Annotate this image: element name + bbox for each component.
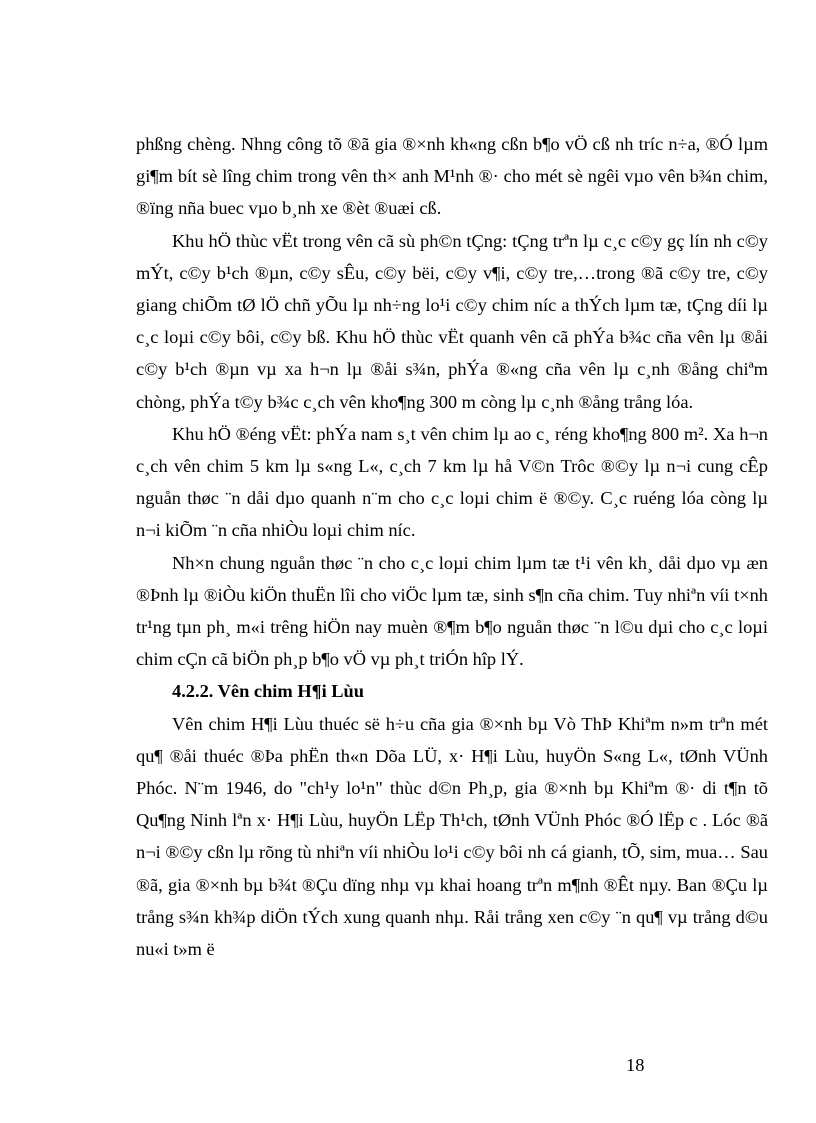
paragraph-food-sources: Nh×n chung nguån thøc ¨n cho c¸c loµi chim lµm tæ t¹i vên kh¸ dåi dµo vµ æn ®Þnh lµ ®iÒu kiÖn thuËn lîi cho viÖc lµm tæ, sinh s¶n cña chim. Tuy nhiªn víi t×nh tr¹ng tµn ph¸ m«i trêng hiÖn nay muèn ®¶m b¶o nguån thøc ¨n l©u dµi cho c¸c loµi chim cÇn cã biÖn ph¸p b¶o vÖ vµ ph¸t triÓn hîp lÝ. [136,552,768,670]
page-number: 18 [626,1055,645,1075]
document-body [136,128,768,965]
paragraph-hai-luu-garden: Vên chim H¶i Lùu thuéc së h÷u cña gia ®×nh bµ Vò ThÞ Khiªm n»m trªn mét qu¶ ®åi thuéc ®Þa phËn th«n Dõa LÜ, x· H¶i Lùu, huyÖn S«ng L«, tØnh VÜnh Phóc. N¨m 1946, do "ch¹y lo¹n" thùc d©n Ph¸p, gia ®×nh bµ Khiªm ®· di t¶n tõ Qu¶ng Ninh lªn x· H¶i Lùu, huyÖn LËp Th¹ch, tØnh VÜnh Phóc ®Ó lËp c . Lóc ®ã n¬i ®©y cßn lµ rõng tù nhiªn víi nhiÒu lo¹i c©y bôi nh cá gianh, tÕ, sim, mua… Sau ®ã, gia ®×nh bµ b¾t ®Çu dïng nhµ vµ khai hoang trªn m¶nh ®Êt nµy. Ban ®Çu lµ trång s¾n kh¾p diÖn tÝch xung quanh nhµ. Råi trång xen c©y ¨n qu¶ vµ trång d©u nu«i t»m ë [136,713,768,960]
paragraph-fauna: Khu hÖ ®éng vËt: phÝa nam s¸t vên chim lµ ao c¸ réng kho¶ng 800 m². Xa h¬n c¸ch vên chim 5 km lµ s«ng L«, c¸ch 7 km lµ hå V©n Trôc ®©y lµ n¬i cung cÊp nguån thøc ¨n dåi dµo quanh n¨m cho c¸c loµi chim ë ®©y. C¸c ruéng lóa còng lµ n¬i kiÕm ¨n cña nhiÒu loµi chim níc. [136,423,768,541]
paragraph-flora: Khu hÖ thùc vËt trong vên cã sù ph©n tÇng: tÇng trªn lµ c¸c c©y gç lín nh c©y mÝt, c©y b¹ch ®µn, c©y sÊu, c©y bëi, c©y v¶i, c©y tre,…trong ®ã c©y tre, c©y giang chiÕm tØ lÖ chñ yÕu lµ nh÷ng lo¹i c©y chim níc a thÝch lµm tæ, tÇng díi lµ c¸c loµi c©y bôi, c©y bß. Khu hÖ thùc vËt quanh vên cã phÝa b¾c cña vên lµ ®åi c©y b¹ch ®µn vµ xa h¬n lµ ®åi s¾n, phÝa ®«ng cña vên lµ c¸nh ®ång chiªm chòng, phÝa t©y b¾c c¸ch vên kho¶ng 300 m còng lµ c¸nh ®ång trång lóa. [136,230,768,412]
section-heading: 4.2.2. Vên chim H¶i Lùu [172,681,364,702]
paragraph-pest-control: phßng chèng. Nhng công tõ ®ã gia ®×nh kh«ng cßn b¶o vÖ cß nh tríc n÷a, ®Ó lµm gi¶m bít sè lîng chim trong vên th× anh M¹nh ®· cho mét sè ngêi vµo vên b¾n chim, ®ïng nña buec vµo b¸nh xe ®èt ®uæi cß. [136,134,768,219]
